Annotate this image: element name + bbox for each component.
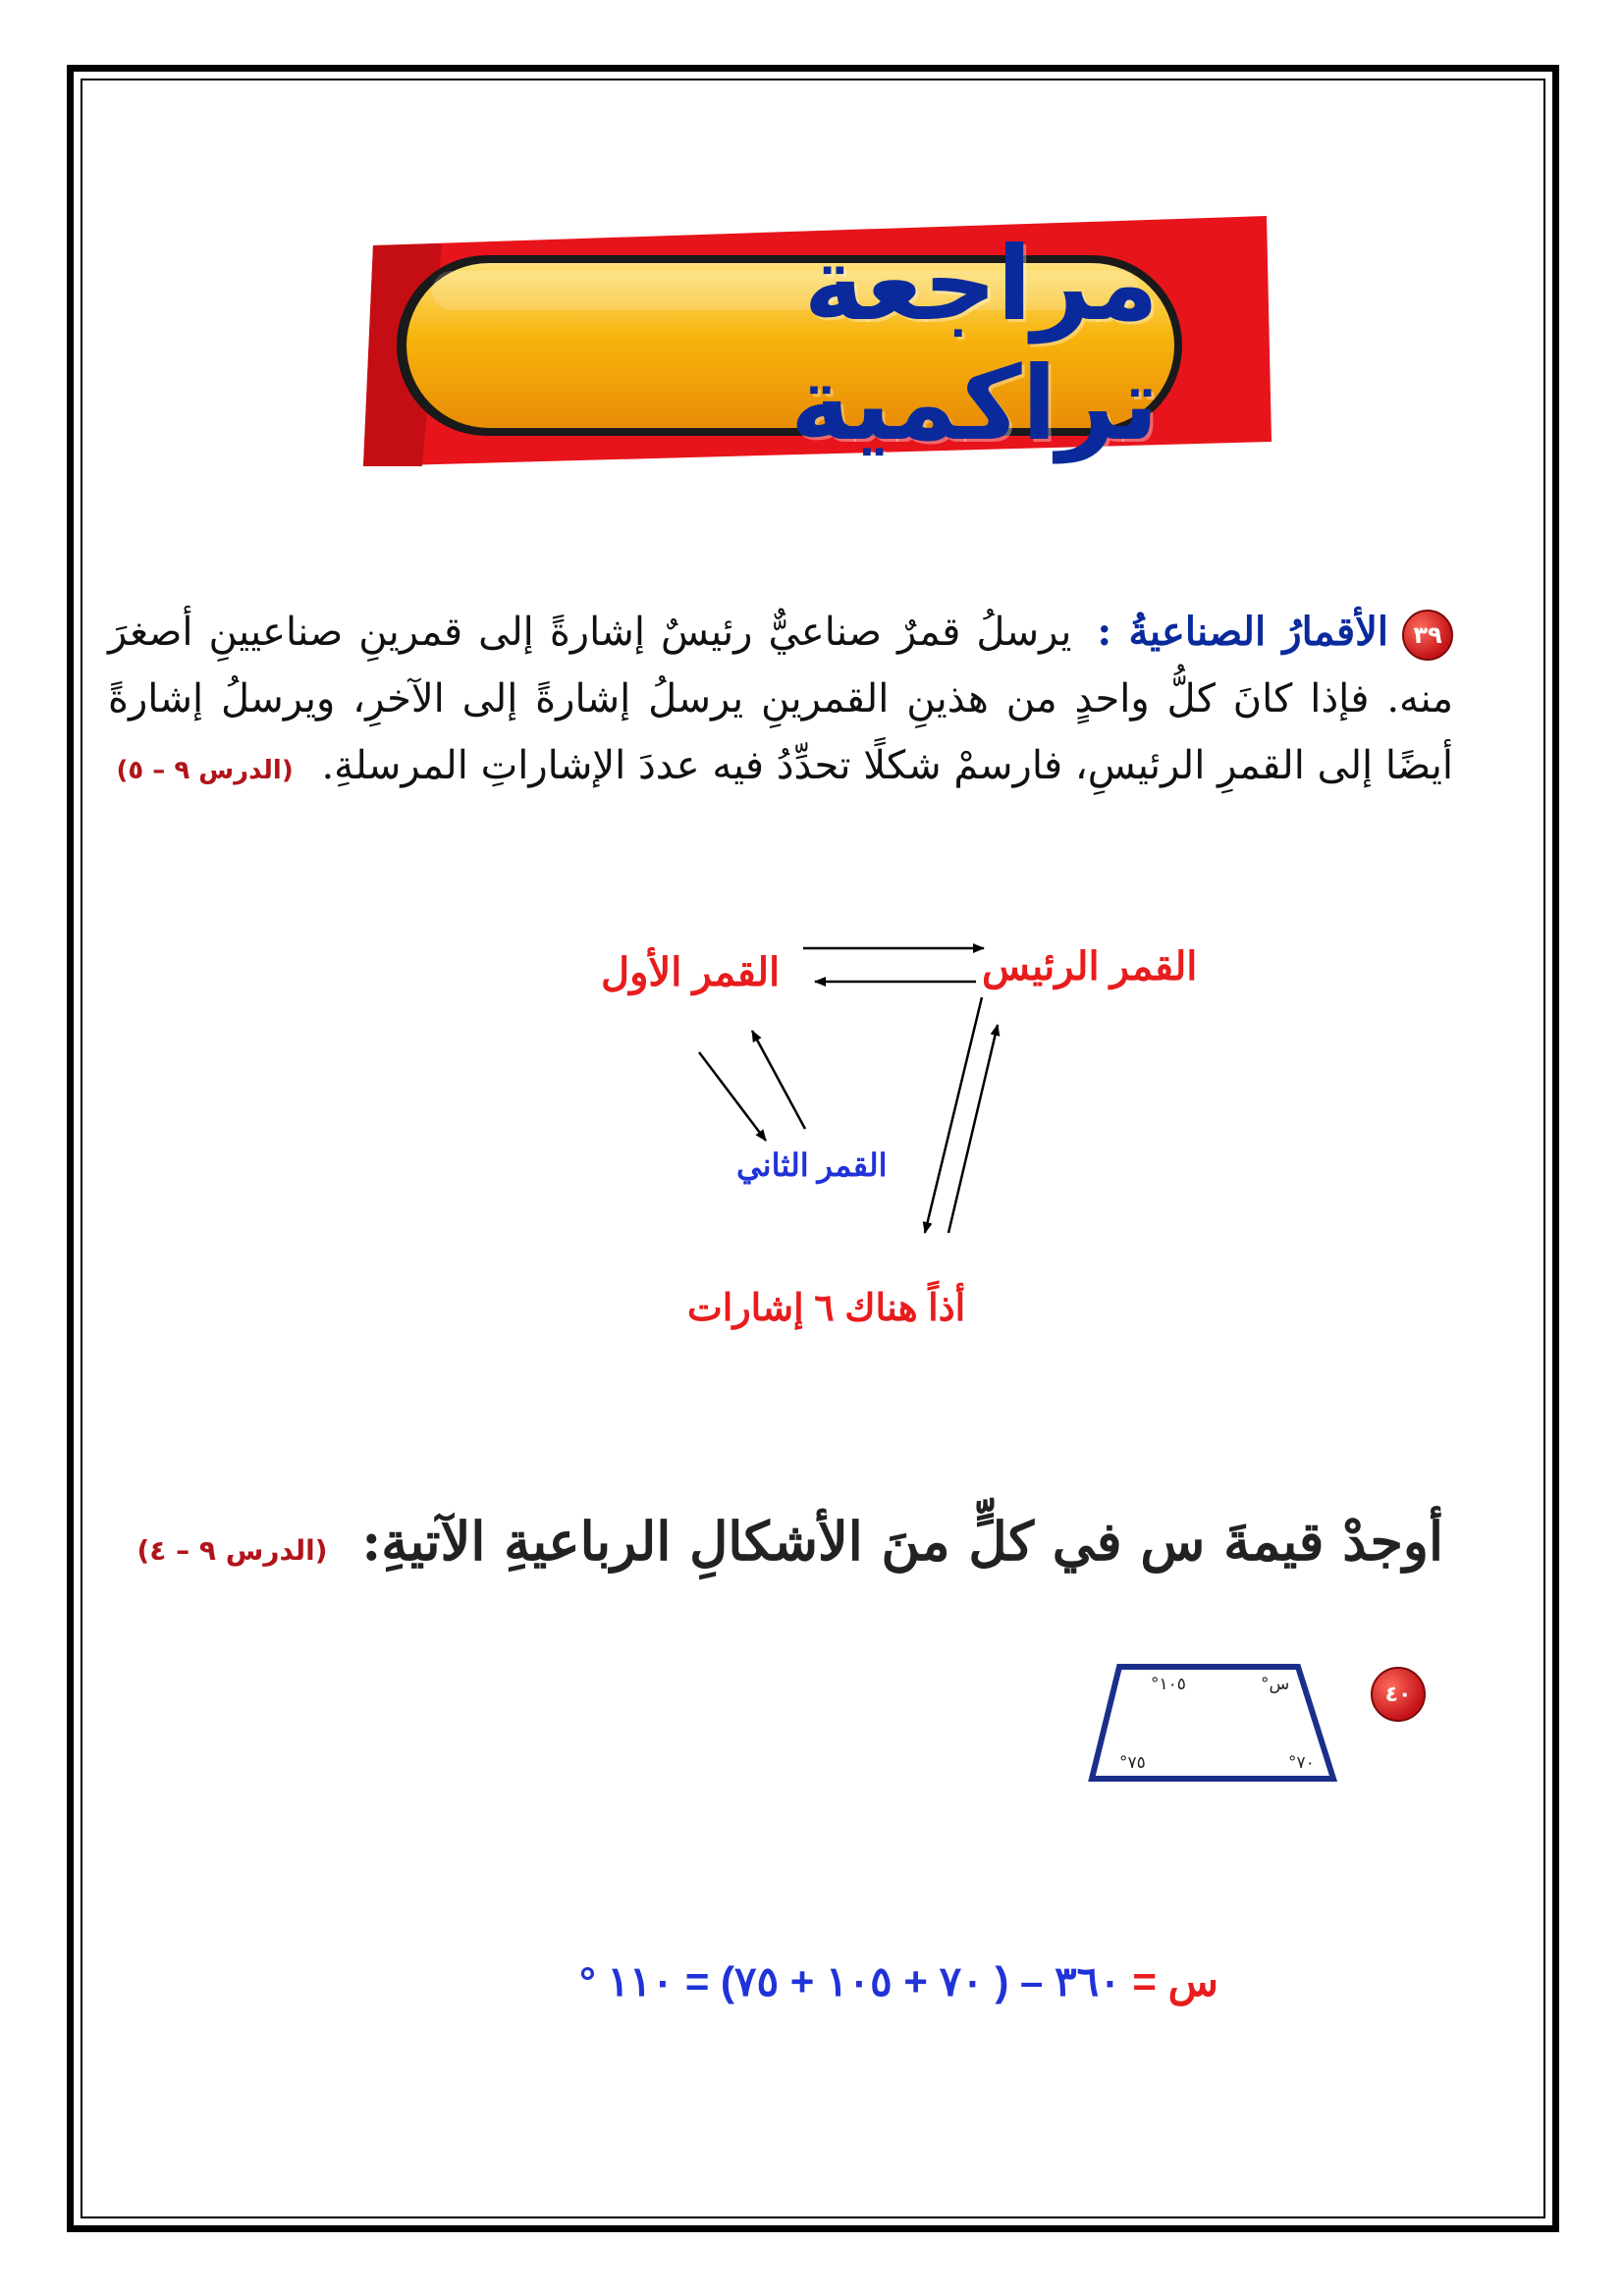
- trapezoid-figure: [1080, 1649, 1355, 1806]
- equation-lhs: س =: [1120, 1958, 1218, 2004]
- solution-equation: [579, 1957, 1218, 2005]
- angle-top-right: س°: [1261, 1675, 1290, 1694]
- first-satellite-label: القمر الأول: [601, 951, 781, 994]
- conclusion-text: أذاً هناك ٦ إشارات: [687, 1288, 966, 1329]
- angle-top-left: ١٠٥°: [1151, 1675, 1186, 1694]
- title-banner: [353, 216, 1276, 471]
- angle-bottom-left: ٧٥°: [1119, 1753, 1146, 1773]
- problem-40-badge: ٤٠: [1371, 1667, 1426, 1722]
- page-title: مراجعة تراكمية: [789, 224, 1159, 463]
- equation-rhs: ٣٦٠ – ( ٧٠ + ١٠٥ + ٧٥) = ١١٠ °: [579, 1958, 1121, 2004]
- lesson-reference: (الدرس ٩ – ٥): [116, 756, 294, 785]
- angle-bottom-right: ٧٠°: [1288, 1753, 1315, 1773]
- main-satellite-label: القمر الرئيس: [982, 945, 1198, 988]
- section-heading-text: أوجدْ قيمةَ س في كلٍّ منَ الأشكالِ الرباعيةِ الآتيةِ:: [361, 1510, 1443, 1573]
- problem-number-badge: ٣٩: [1402, 610, 1453, 661]
- problem-text: يرسلُ قمرٌ صناعيٌّ رئيسٌ إشارةً إلى قمرينِ صناعيينِ أصغرَ منه. فإذا كانَ كلُّ واحدٍ من هذينِ القمرينِ يرسلُ إشارةً إلى الآخرِ، ويرسلُ إشارةً أيضًا إلى القمرِ الرئيسِ، فارسمْ شكلًا تحدِّدُ فيه عددَ الإشاراتِ المرسلةِ.: [108, 610, 1453, 788]
- second-satellite-label: القمر الثاني: [736, 1148, 888, 1183]
- problem-title: الأقمارُ الصناعيةُ :: [1097, 609, 1388, 655]
- problem-39: [108, 599, 1453, 804]
- section-lesson-reference: (الدرس ٩ – ٤): [136, 1534, 328, 1567]
- section-heading: [136, 1510, 1443, 1573]
